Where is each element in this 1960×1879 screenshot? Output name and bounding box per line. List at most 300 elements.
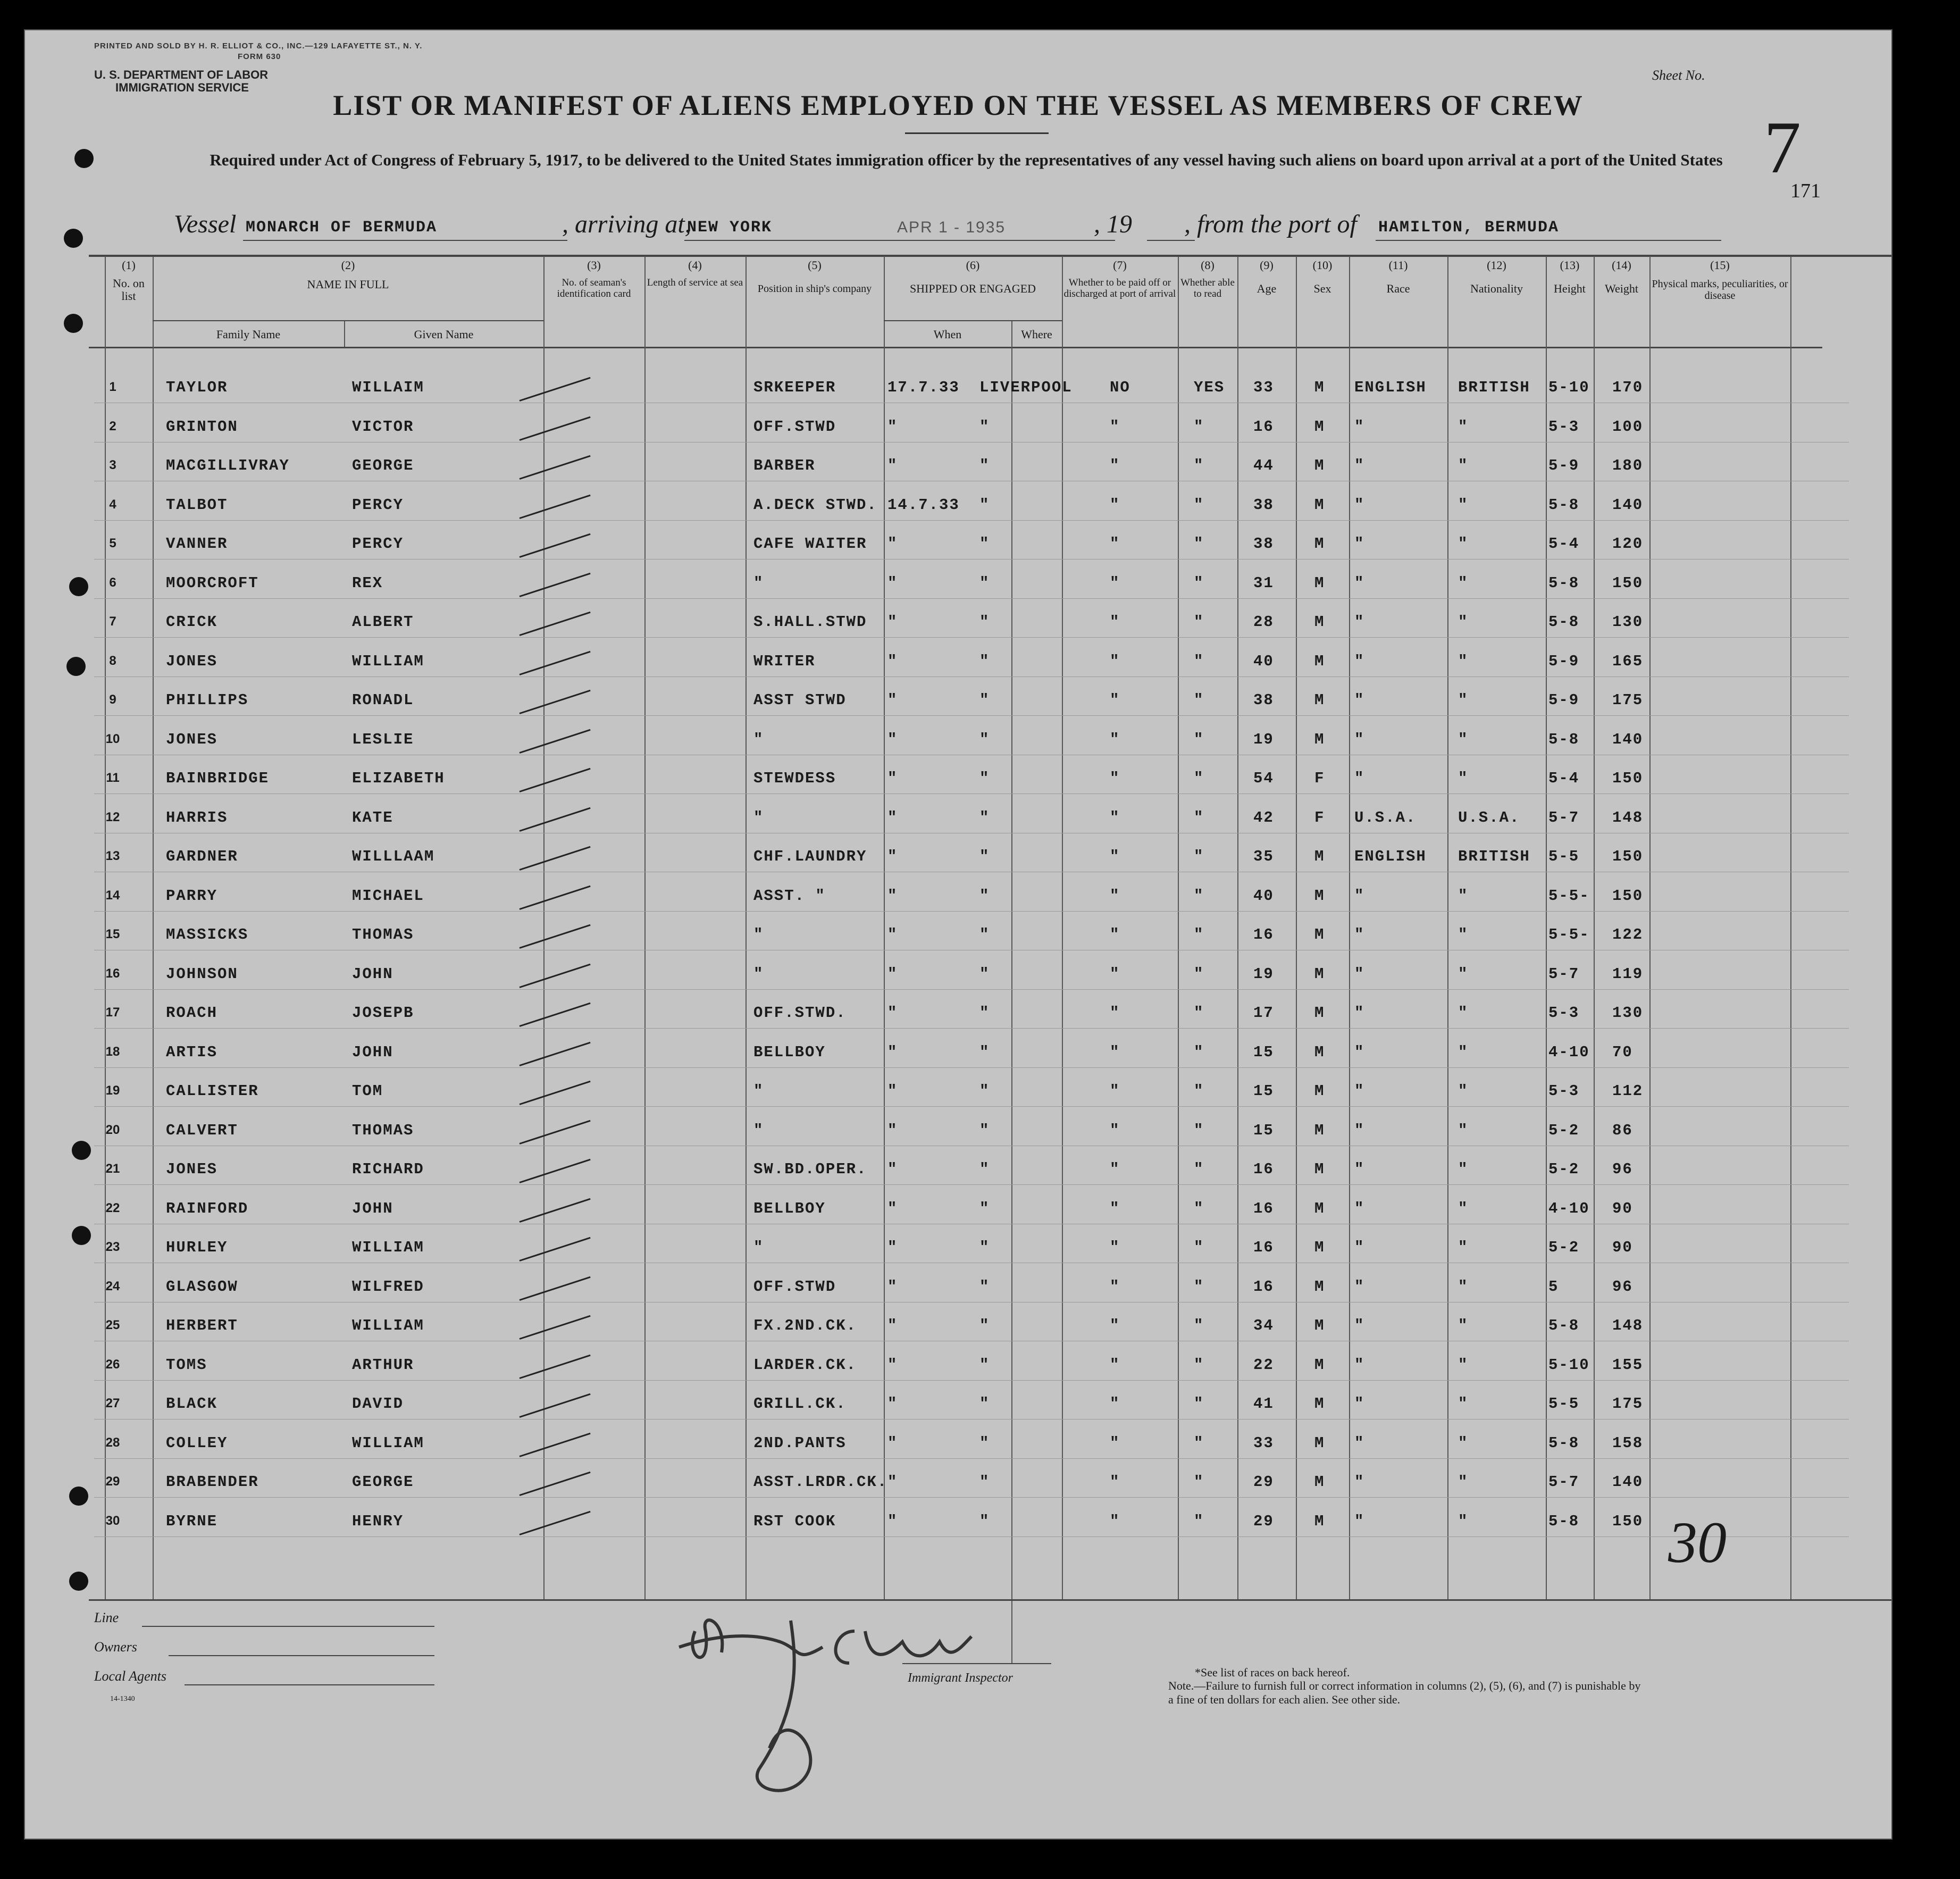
row-number: 19 [105, 1083, 120, 1098]
weight: 148 [1612, 1317, 1644, 1334]
family-name: HERBERT [166, 1317, 238, 1334]
col-divider [1790, 256, 1791, 1599]
nationality: " [1458, 535, 1469, 553]
header-bottom-rule [89, 347, 1822, 348]
position: LARDER.CK. [753, 1356, 857, 1374]
weight: 150 [1612, 574, 1644, 592]
nationality: " [1458, 730, 1469, 748]
shipped-where: " [979, 1160, 990, 1178]
card-checkmark [520, 612, 591, 636]
col-label: Whether able to read [1180, 277, 1235, 299]
shipped-where: " [979, 1277, 990, 1296]
col-divider [746, 256, 747, 1599]
header-col-15 [1649, 259, 1790, 302]
owners-underline [169, 1655, 434, 1656]
col-divider [1649, 256, 1651, 1599]
position: " [753, 1239, 764, 1256]
shipped-when: " [887, 574, 898, 592]
shipped-where: " [979, 574, 990, 592]
given-name: WILLIAM [352, 1317, 424, 1334]
weight: 96 [1612, 1277, 1633, 1296]
given-name: WILLIAM [352, 1434, 424, 1452]
age: 16 [1253, 926, 1274, 943]
position: BELLBOY [753, 1043, 826, 1061]
height: 5-8 [1548, 613, 1580, 631]
given-name: JOHN [352, 1199, 393, 1217]
age: 41 [1253, 1395, 1274, 1413]
able-to-read: " [1194, 1121, 1204, 1139]
height: 4-10 [1548, 1199, 1590, 1217]
row-number: 21 [105, 1162, 120, 1176]
age: 16 [1253, 1199, 1274, 1217]
header-col-12 [1447, 259, 1546, 295]
given-name: RICHARD [352, 1160, 424, 1178]
able-to-read: " [1194, 1004, 1204, 1022]
card-checkmark [520, 416, 591, 440]
position: OFF.STWD [753, 417, 836, 436]
card-checkmark [520, 1354, 591, 1379]
given-name: TOM [352, 1082, 383, 1100]
shipped-when: " [887, 1473, 898, 1491]
card-checkmark [520, 1081, 591, 1105]
shipped-where: " [979, 1395, 990, 1413]
shipped-when: " [887, 1004, 898, 1022]
header-given-name: Given Name [414, 328, 474, 341]
nationality: " [1458, 1434, 1469, 1452]
height: 5-8 [1548, 1512, 1580, 1530]
col-divider [153, 256, 154, 1599]
able-to-read: " [1194, 1199, 1204, 1217]
height: 5-4 [1548, 770, 1580, 787]
row-number: 12 [105, 809, 120, 824]
title-rule [905, 132, 1049, 134]
weight: 150 [1612, 848, 1644, 865]
vessel-name: MONARCH OF BERMUDA [246, 219, 438, 237]
paid-off: " [1110, 1239, 1120, 1256]
position: OFF.STWD. [753, 1004, 847, 1022]
col-label: Age [1257, 282, 1277, 295]
nationality: " [1458, 691, 1469, 709]
sex: M [1314, 613, 1325, 631]
nationality: " [1458, 1239, 1469, 1256]
family-name: ARTIS [166, 1043, 218, 1061]
card-checkmark [520, 885, 591, 909]
position: BELLBOY [753, 1199, 826, 1217]
family-name: TOMS [166, 1356, 207, 1374]
paid-off: " [1110, 417, 1120, 436]
shipped-when: " [887, 1434, 898, 1452]
age: 40 [1253, 652, 1274, 670]
race: " [1354, 496, 1365, 514]
col-divider [1237, 256, 1238, 1599]
paid-off: " [1110, 1199, 1120, 1217]
col-label: Position in ship's company [757, 283, 872, 295]
given-name: GEORGE [352, 457, 414, 474]
local-agents-label: Local Agents [94, 1668, 167, 1684]
paid-off: " [1110, 1512, 1120, 1530]
stamp-number: 171 [1790, 180, 1821, 202]
family-name: MASSICKS [166, 926, 249, 943]
able-to-read: " [1194, 1277, 1204, 1296]
sex: M [1314, 652, 1325, 670]
header-col-7 [1062, 259, 1178, 299]
shipped-when: " [887, 613, 898, 631]
races-note: *See list of races on back hereof. [1195, 1666, 1350, 1679]
card-checkmark [520, 1276, 591, 1300]
weight: 150 [1612, 770, 1644, 787]
shipped-where: " [979, 613, 990, 631]
card-checkmark [520, 1393, 591, 1418]
col-divider [1447, 256, 1448, 1599]
nationality: BRITISH [1458, 848, 1530, 865]
row-number: 4 [109, 497, 116, 512]
card-checkmark [520, 1432, 591, 1457]
height: 5-7 [1548, 965, 1580, 983]
card-checkmark [520, 690, 591, 714]
paid-off: " [1110, 1043, 1120, 1061]
race: " [1354, 691, 1365, 709]
shipped-where: " [979, 1434, 990, 1452]
row-number: 26 [105, 1357, 120, 1372]
weight: 119 [1612, 965, 1644, 983]
given-name: KATE [352, 808, 393, 826]
height: 5 [1548, 1277, 1559, 1296]
col-number: (7) [1113, 258, 1127, 272]
sex: M [1314, 1082, 1325, 1100]
nationality: " [1458, 652, 1469, 670]
shipped-when: " [887, 535, 898, 553]
card-checkmark [520, 1315, 591, 1340]
age: 31 [1253, 574, 1274, 592]
shipped-when: " [887, 808, 898, 826]
sex: M [1314, 1239, 1325, 1256]
printer-text: PRINTED AND SOLD BY H. R. ELLIOT & CO., INC.—129 LAFAYETTE ST., N. Y. [94, 41, 423, 51]
family-name: PHILLIPS [166, 691, 249, 709]
shipped-when: " [887, 965, 898, 983]
race: " [1354, 1043, 1365, 1061]
row-rule [94, 989, 1849, 990]
height: 5-8 [1548, 1434, 1580, 1452]
col-divider [884, 256, 885, 1599]
sex: M [1314, 730, 1325, 748]
able-to-read: " [1194, 770, 1204, 787]
header-col-8 [1178, 259, 1237, 299]
nationality: " [1458, 1395, 1469, 1413]
row-number: 2 [109, 419, 116, 433]
from-port: HAMILTON, BERMUDA [1378, 219, 1560, 237]
inspector-signature [663, 1599, 1067, 1823]
height: 5-5- [1548, 926, 1590, 943]
family-name: BRABENDER [166, 1473, 259, 1491]
card-checkmark [520, 768, 591, 792]
shipped-where: " [979, 808, 990, 826]
header-col-14 [1594, 259, 1649, 295]
weight: 96 [1612, 1160, 1633, 1178]
able-to-read: " [1194, 691, 1204, 709]
col-number: (13) [1560, 258, 1580, 272]
shipped-when: " [887, 1395, 898, 1413]
position: SW.BD.OPER. [753, 1160, 867, 1178]
age: 54 [1253, 770, 1274, 787]
family-name: MACGILLIVRAY [166, 457, 290, 474]
line-underline [142, 1626, 434, 1627]
height: 5-2 [1548, 1239, 1580, 1256]
age: 44 [1253, 457, 1274, 474]
shipped-where: " [979, 457, 990, 474]
header-family-name: Family Name [216, 328, 281, 341]
row-number: 29 [105, 1474, 120, 1489]
shipped-where: " [979, 652, 990, 670]
weight: 148 [1612, 808, 1644, 826]
able-to-read: " [1194, 1434, 1204, 1452]
shipped-where: " [979, 1356, 990, 1374]
position: ASST STWD [753, 691, 847, 709]
year-underline [1147, 240, 1195, 241]
sex: M [1314, 1160, 1325, 1178]
card-checkmark [520, 1003, 591, 1027]
race: " [1354, 1199, 1365, 1217]
age: 15 [1253, 1082, 1274, 1100]
col-label: SHIPPED OR ENGAGED [909, 282, 1036, 295]
nationality: " [1458, 1277, 1469, 1296]
sex: M [1314, 379, 1325, 396]
weight: 140 [1612, 1473, 1644, 1491]
date-underline [892, 240, 1115, 241]
col-label: Length of service at sea [647, 277, 743, 288]
row-rule [94, 1106, 1849, 1107]
paid-off: " [1110, 1160, 1120, 1178]
agents-underline [185, 1684, 434, 1685]
paid-off: " [1110, 965, 1120, 983]
position: S.HALL.STWD [753, 613, 867, 631]
position: FX.2ND.CK. [753, 1317, 857, 1334]
col-label: No. on list [113, 277, 145, 303]
height: 5-4 [1548, 535, 1580, 553]
punch-hole [72, 1141, 91, 1160]
row-number: 20 [105, 1122, 120, 1137]
row-number: 17 [105, 1005, 120, 1020]
family-name: BLACK [166, 1395, 218, 1413]
weight: 175 [1612, 1395, 1644, 1413]
paid-off: " [1110, 1121, 1120, 1139]
race: " [1354, 1317, 1365, 1334]
sheet-number-label: Sheet No. [1652, 68, 1705, 83]
shipped-where: " [979, 417, 990, 436]
card-checkmark [520, 1041, 591, 1066]
col-number: (10) [1312, 258, 1333, 272]
shipped-when: " [887, 417, 898, 436]
shipped-when: " [887, 848, 898, 865]
shipped-where: " [979, 1199, 990, 1217]
weight: 180 [1612, 457, 1644, 474]
col-divider [1296, 256, 1297, 1599]
weight: 140 [1612, 496, 1644, 514]
row-number: 22 [105, 1200, 120, 1215]
card-checkmark [520, 1120, 591, 1144]
family-name: MOORCROFT [166, 574, 259, 592]
height: 5-7 [1548, 808, 1580, 826]
weight: 150 [1612, 1512, 1644, 1530]
age: 38 [1253, 691, 1274, 709]
row-number: 14 [105, 888, 120, 903]
family-name: CALVERT [166, 1121, 238, 1139]
paid-off: " [1110, 652, 1120, 670]
card-checkmark [520, 846, 591, 871]
shipped-where: " [979, 496, 990, 514]
row-number: 3 [109, 458, 116, 472]
race: " [1354, 1082, 1365, 1100]
race: " [1354, 613, 1365, 631]
height: 5-8 [1548, 730, 1580, 748]
weight: 130 [1612, 1004, 1644, 1022]
date-stamp: APR 1 - 1935 [897, 219, 1006, 236]
table-top-rule [89, 255, 1891, 257]
position: CHF.LAUNDRY [753, 848, 867, 865]
sex: M [1314, 1473, 1325, 1491]
age: 16 [1253, 1239, 1274, 1256]
paid-off: " [1110, 1473, 1120, 1491]
weight: 155 [1612, 1356, 1644, 1374]
shipped-where: " [979, 730, 990, 748]
nationality: " [1458, 1512, 1469, 1530]
sex: M [1314, 1434, 1325, 1452]
sex: F [1314, 770, 1325, 787]
row-number: 1 [109, 380, 116, 394]
col-divider [644, 256, 646, 1599]
race: " [1354, 926, 1365, 943]
family-name: TALBOT [166, 496, 228, 514]
age: 38 [1253, 535, 1274, 553]
age: 16 [1253, 1160, 1274, 1178]
header-col-13 [1546, 259, 1594, 295]
race: U.S.A. [1354, 808, 1417, 826]
shipped-when: " [887, 1082, 898, 1100]
shipped-when: " [887, 1356, 898, 1374]
row-number: 11 [106, 771, 120, 785]
sex: M [1314, 574, 1325, 592]
given-name: WILLLAAM [352, 848, 435, 865]
header-col-3 [543, 259, 644, 299]
family-name: COLLEY [166, 1434, 228, 1452]
sex: M [1314, 1356, 1325, 1374]
printer-imprint [94, 41, 422, 62]
shipped-when: 14.7.33 [887, 496, 960, 514]
given-name: WILLAIM [352, 379, 424, 396]
position: ASST.LRDR.CK. [753, 1473, 888, 1491]
shipped-when: " [887, 1043, 898, 1061]
punch-hole [64, 314, 83, 333]
nationality: " [1458, 965, 1469, 983]
col-label: Whether to be paid off or discharged at port of arrival [1063, 277, 1176, 299]
sex: M [1314, 1512, 1325, 1530]
sex: M [1314, 417, 1325, 436]
col-number: (9) [1260, 258, 1274, 272]
col-number: (3) [587, 258, 601, 272]
weight: 86 [1612, 1121, 1633, 1139]
position: CAFE WAITER [753, 535, 867, 553]
shipped-where: " [979, 965, 990, 983]
header-when: When [933, 328, 962, 341]
header-col-11 [1349, 259, 1447, 295]
row-number: 6 [109, 575, 116, 590]
sex: M [1314, 1317, 1325, 1334]
nationality: " [1458, 1082, 1469, 1100]
card-checkmark [520, 377, 591, 402]
paid-off: " [1110, 457, 1120, 474]
shipped-where: " [979, 1512, 990, 1530]
shipped-when: " [887, 730, 898, 748]
shipped-when: " [887, 770, 898, 787]
height: 5-3 [1548, 417, 1580, 436]
age: 15 [1253, 1043, 1274, 1061]
row-number: 23 [105, 1240, 120, 1254]
race: " [1354, 457, 1365, 474]
position: SRKEEPER [753, 379, 836, 396]
able-to-read: " [1194, 535, 1204, 553]
row-number: 16 [105, 966, 120, 981]
card-checkmark [520, 572, 591, 597]
height: 5-10 [1548, 379, 1590, 396]
paid-off: " [1110, 926, 1120, 943]
given-name: THOMAS [352, 926, 414, 943]
given-name: JOHN [352, 1043, 393, 1061]
given-name: ALBERT [352, 613, 414, 631]
able-to-read: " [1194, 926, 1204, 943]
shipped-where: " [979, 691, 990, 709]
col-divider [1349, 256, 1350, 1599]
given-name: PERCY [352, 535, 404, 553]
nationality: " [1458, 1121, 1469, 1139]
shipped-where: " [979, 1121, 990, 1139]
card-checkmark [520, 924, 591, 949]
row-number: 27 [105, 1396, 120, 1410]
age: 42 [1253, 808, 1274, 826]
signature-line [902, 1663, 1051, 1664]
row-number: 8 [109, 653, 116, 668]
able-to-read: " [1194, 1239, 1204, 1256]
arriving-label: , arriving at, [562, 210, 691, 238]
nationality: " [1458, 417, 1469, 436]
height: 5-2 [1548, 1121, 1580, 1139]
row-rule [94, 1067, 1849, 1068]
row-number: 10 [105, 731, 120, 746]
age: 19 [1253, 965, 1274, 983]
shipped-when: " [887, 887, 898, 905]
weight: 122 [1612, 926, 1644, 943]
card-checkmark [520, 1237, 591, 1262]
weight: 112 [1612, 1082, 1644, 1100]
col-number: (2) [341, 258, 355, 272]
height: 5-5- [1548, 887, 1590, 905]
paid-off: NO [1110, 379, 1130, 396]
sex: F [1314, 808, 1325, 826]
shipped-where: " [979, 770, 990, 787]
weight: 140 [1612, 730, 1644, 748]
row-number: 7 [109, 614, 116, 629]
able-to-read: " [1194, 1512, 1204, 1530]
col-divider [1178, 256, 1179, 1599]
shipped-when: " [887, 1512, 898, 1530]
paid-off: " [1110, 770, 1120, 787]
shipped-when: 17.7.33 [887, 379, 960, 396]
row-rule [94, 1458, 1849, 1459]
weight: 70 [1612, 1043, 1633, 1061]
race: " [1354, 965, 1365, 983]
header-where: Where [1021, 328, 1052, 341]
col-number: (1) [122, 258, 136, 272]
card-checkmark [520, 807, 591, 831]
race: " [1354, 1160, 1365, 1178]
